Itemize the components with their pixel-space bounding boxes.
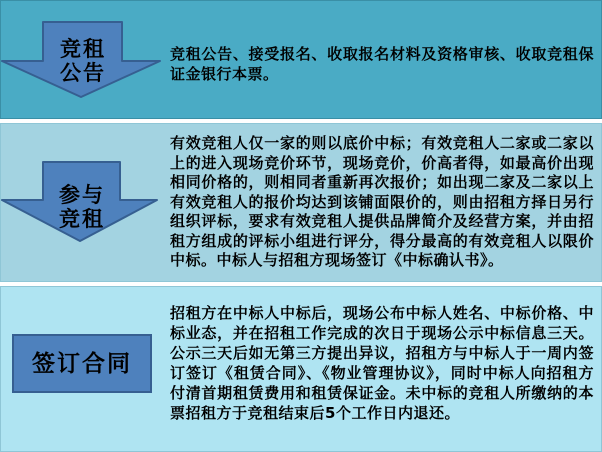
step-description-announcement: 竞租公告、接受报名、收取报名材料及资格审核、收取竞租保证金银行本票。 [170,45,594,83]
step-label-line: 参与 [59,183,105,207]
step-label-line: 竞租 [60,37,106,61]
step-label-sign-contract: 签订合同 [32,350,132,377]
step-label-line: 竞租 [59,207,105,231]
rectangle-shape-sign-contract [12,334,152,393]
step-description-participate: 有效竞租人仅一家的则以底价中标；有效竞租人二家或二家以上的进入现场竞价环节，现场竞价，价高者得，如最高价出现相同价格的，则相同者重新再次报价；如出现二家及二家以上有效竞租人的报价均达到该铺面限价的，则由招租方择日另行组织评标，要求有效竞租人提供品牌简介及经营方案，并由招租方组成的评标小组进行评分，得分最高的有效竞租人以限价中标。中标人与招租方现场签订《中标确认书》。 [170,134,594,269]
step-label-participate [32,183,132,231]
step-label-announcement [33,37,133,85]
step-label-line: 公告 [60,61,106,85]
step-description-sign-contract: 招租方在中标人中标后，现场公布中标人姓名、中标价格、中标业态，并在招租工作完成的次日于现场公示中标信息三天。公示三天后如无第三方提出异议，招租方与中标人于一周内签订签订《租赁合同》、《物业管理协议》，同时中标人向招租方付清首期租赁费用和租赁保证金。未中标的竞租人所缴纳的本票招租方于竞租结束后5个工作日内退还。 [170,304,594,422]
